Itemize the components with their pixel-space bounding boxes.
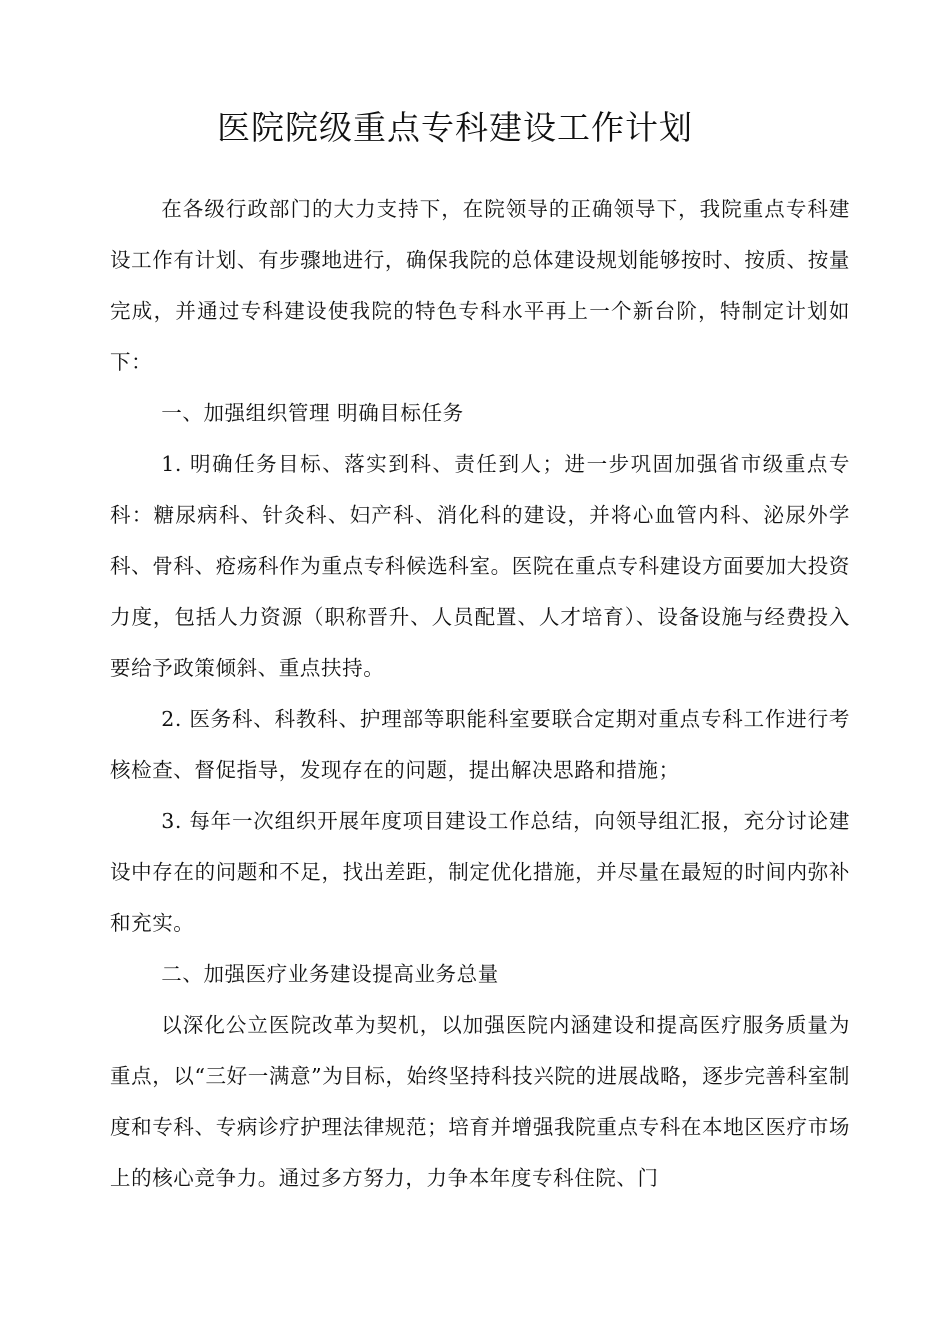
- section-heading-1: 一、加强组织管理 明确目标任务: [161, 401, 464, 425]
- intro-paragraph: 在各级行政部门的大力支持下，在院领导的正确领导下，我院重点专科建设工作有计划、有步骤地进行，确保我院的总体建设规划能够按时、按质、按量完成，并通过专科建设使我院的特色专科水平再上一个新台阶，特制定计划如下：: [110, 197, 850, 374]
- document-body: [110, 184, 850, 1204]
- section-2-paragraph: 以深化公立医院改革为契机，以加强医院内涵建设和提高医疗服务质量为重点，以“三好一满意”为目标，始终坚持科技兴院的进展战略，逐步完善科室制度和专科、专病诊疗护理法律规范；培育并增强我院重点专科在本地区医疗市场上的核心竞争力。通过多方努力，力争本年度专科住院、门: [110, 1013, 850, 1190]
- section-heading-2: 二、加强医疗业务建设提高业务总量: [161, 962, 499, 986]
- document-title: 医院院级重点专科建设工作计划: [217, 108, 693, 147]
- item-paragraph-1: 1. 明确任务目标、落实到科、责任到人；进一步巩固加强省市级重点专科：糖尿病科、针灸科、妇产科、消化科的建设，并将心血管内科、泌尿外学科、骨科、疮疡科作为重点专科候选科室。医院在重点专科建设方面要加大投资力度，包括人力资源（职称晋升、人员配置、人才培育）、设备设施与经费投入要给予政策倾斜、重点扶持。: [110, 452, 850, 680]
- item-paragraph-2: 2. 医务科、科教科、护理部等职能科室要联合定期对重点专科工作进行考核检查、督促指导，发现存在的问题，提出解决思路和措施；: [110, 707, 850, 782]
- item-paragraph-3: 3. 每年一次组织开展年度项目建设工作总结，向领导组汇报，充分讨论建设中存在的问题和不足，找出差距，制定优化措施，并尽量在最短的时间内弥补和充实。: [110, 809, 850, 935]
